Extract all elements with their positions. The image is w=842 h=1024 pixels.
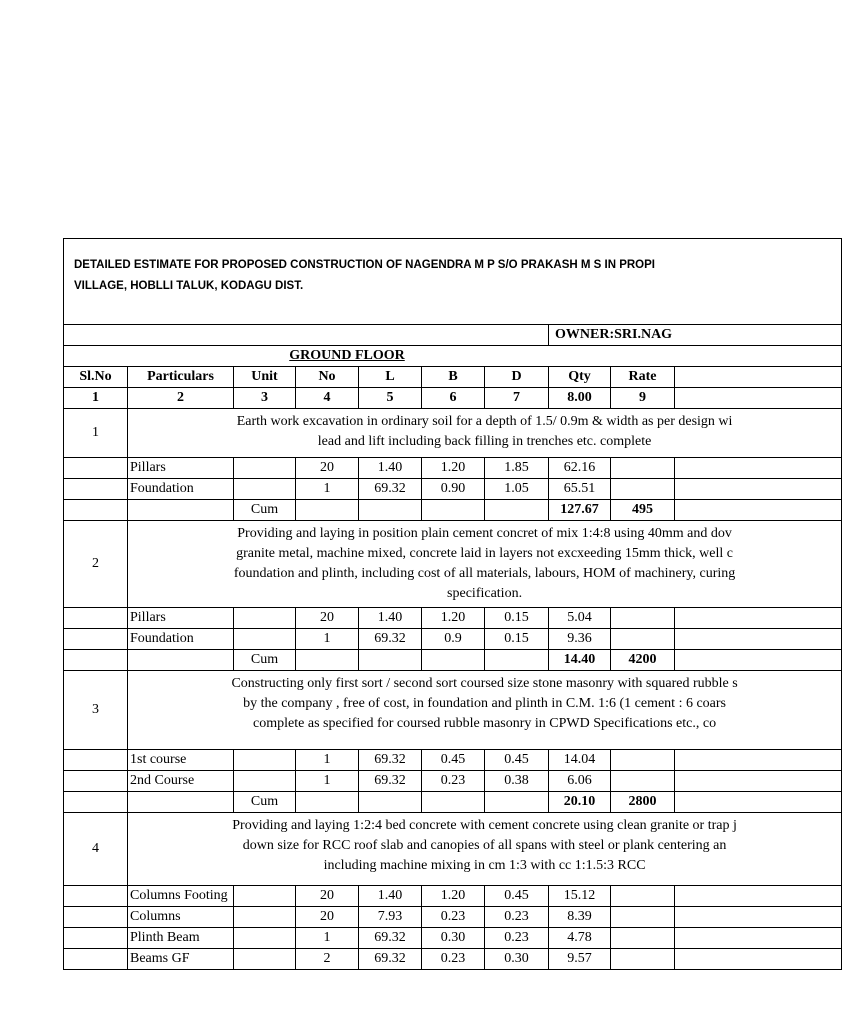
no-cell: 1 (296, 771, 359, 792)
total-blank-cell (422, 792, 485, 813)
row-serial-cell (64, 750, 128, 771)
column-header: L (359, 367, 422, 388)
unit-cell (234, 771, 296, 792)
item-description (128, 671, 842, 750)
column-header: Sl.No (64, 367, 128, 388)
owner-spacer (64, 325, 549, 346)
item-description (128, 409, 842, 458)
breadth-cell: 0.23 (422, 771, 485, 792)
total-particulars-cell (128, 650, 234, 671)
depth-cell: 0.23 (485, 907, 549, 928)
item-serial-number: 1 (64, 409, 128, 458)
column-header: Rate (611, 367, 675, 388)
item-total-row (64, 500, 842, 521)
column-header: Particulars (128, 367, 234, 388)
length-cell: 69.32 (359, 949, 422, 970)
item-serial-number: 3 (64, 671, 128, 750)
qty-cell: 6.06 (549, 771, 611, 792)
total-amount-cell (675, 650, 842, 671)
no-cell: 1 (296, 750, 359, 771)
column-header: Unit (234, 367, 296, 388)
row-serial-cell (64, 629, 128, 650)
particulars-cell: Columns Footing (128, 886, 234, 907)
length-cell: 1.40 (359, 886, 422, 907)
total-particulars-cell (128, 792, 234, 813)
no-cell: 20 (296, 886, 359, 907)
measurement-row (64, 629, 842, 650)
total-rate-cell: 2800 (611, 792, 675, 813)
rate-cell (611, 907, 675, 928)
description-line: Earth work excavation in ordinary soil for a depth of 1.5/ 0.9m & width as per design wi (236, 414, 733, 429)
total-blank-cell (422, 500, 485, 521)
estimate-title (64, 239, 842, 325)
floor-heading-cell (64, 346, 842, 367)
breadth-cell: 1.20 (422, 608, 485, 629)
measurement-row (64, 886, 842, 907)
column-header: D (485, 367, 549, 388)
item-description (128, 521, 842, 608)
total-rate-cell: 495 (611, 500, 675, 521)
measurement-row (64, 771, 842, 792)
total-unit-cell: Cum (234, 792, 296, 813)
column-number: 6 (422, 388, 485, 409)
description-line: Providing and laying 1:2:4 bed concrete with cement concrete using clean granite or trap j (232, 818, 737, 833)
column-number: 3 (234, 388, 296, 409)
particulars-cell: Beams GF (128, 949, 234, 970)
total-blank-cell (359, 650, 422, 671)
rate-cell (611, 928, 675, 949)
rate-cell (611, 771, 675, 792)
qty-cell: 9.36 (549, 629, 611, 650)
unit-cell (234, 608, 296, 629)
column-number: 7 (485, 388, 549, 409)
total-blank-cell (485, 792, 549, 813)
depth-cell: 0.15 (485, 629, 549, 650)
item-description-row (64, 671, 842, 750)
total-blank-cell (296, 650, 359, 671)
unit-cell (234, 629, 296, 650)
breadth-cell: 0.9 (422, 629, 485, 650)
row-serial-cell (64, 479, 128, 500)
title-line-1: DETAILED ESTIMATE FOR PROPOSED CONSTRUCTION OF NAGENDRA M P S/O PRAKASH M S IN PROPI (74, 259, 655, 271)
no-cell: 1 (296, 629, 359, 650)
column-header-row (64, 367, 842, 388)
rate-cell (611, 479, 675, 500)
qty-cell: 14.04 (549, 750, 611, 771)
length-cell: 69.32 (359, 479, 422, 500)
measurement-row (64, 608, 842, 629)
total-blank-cell (359, 500, 422, 521)
amount-cell (675, 949, 842, 970)
breadth-cell: 1.20 (422, 886, 485, 907)
measurement-row (64, 750, 842, 771)
item-description-row (64, 521, 842, 608)
column-spacer (675, 367, 842, 388)
no-cell: 1 (296, 479, 359, 500)
qty-cell: 65.51 (549, 479, 611, 500)
item-serial-number: 4 (64, 813, 128, 886)
description-line: down size for RCC roof slab and canopies of all spans with steel or plank centering an (242, 838, 727, 853)
total-blank-cell (485, 500, 549, 521)
qty-cell: 62.16 (549, 458, 611, 479)
description-line: lead and lift including back filling in trenches etc. complete (317, 434, 652, 449)
amount-cell (675, 458, 842, 479)
amount-cell (675, 928, 842, 949)
total-blank-cell (296, 500, 359, 521)
column-number: 1 (64, 388, 128, 409)
item-description-row (64, 409, 842, 458)
rate-cell (611, 458, 675, 479)
amount-cell (675, 608, 842, 629)
measurement-row (64, 907, 842, 928)
unit-cell (234, 750, 296, 771)
description-line: Constructing only first sort / second sort coursed size stone masonry with squared rubble s (231, 676, 738, 691)
depth-cell: 0.45 (485, 886, 549, 907)
particulars-cell: Pillars (128, 458, 234, 479)
total-serial-cell (64, 500, 128, 521)
total-qty-cell: 20.10 (549, 792, 611, 813)
qty-cell: 9.57 (549, 949, 611, 970)
particulars-cell: Foundation (128, 629, 234, 650)
depth-cell: 0.45 (485, 750, 549, 771)
total-particulars-cell (128, 500, 234, 521)
qty-cell: 15.12 (549, 886, 611, 907)
qty-cell: 4.78 (549, 928, 611, 949)
total-blank-cell (422, 650, 485, 671)
particulars-cell: Columns (128, 907, 234, 928)
row-serial-cell (64, 771, 128, 792)
unit-cell (234, 928, 296, 949)
depth-cell: 0.30 (485, 949, 549, 970)
measurement-row (64, 928, 842, 949)
item-description (128, 813, 842, 886)
owner-label: OWNER:SRI.NAG (549, 325, 842, 346)
row-serial-cell (64, 928, 128, 949)
row-serial-cell (64, 949, 128, 970)
row-serial-cell (64, 886, 128, 907)
total-qty-cell: 14.40 (549, 650, 611, 671)
rate-cell (611, 886, 675, 907)
column-header: No (296, 367, 359, 388)
description-line: granite metal, machine mixed, concrete laid in layers not excxeeding 15mm thick, well c (236, 546, 733, 561)
particulars-cell: 1st course (128, 750, 234, 771)
total-unit-cell: Cum (234, 500, 296, 521)
depth-cell: 0.38 (485, 771, 549, 792)
item-description-row (64, 813, 842, 886)
no-cell: 20 (296, 608, 359, 629)
unit-cell (234, 907, 296, 928)
total-rate-cell: 4200 (611, 650, 675, 671)
column-number: 2 (128, 388, 234, 409)
length-cell: 1.40 (359, 608, 422, 629)
title-line-2: VILLAGE, HOBLLI TALUK, KODAGU DIST. (74, 280, 304, 292)
unit-cell (234, 949, 296, 970)
rate-cell (611, 750, 675, 771)
particulars-cell: 2nd Course (128, 771, 234, 792)
depth-cell: 0.23 (485, 928, 549, 949)
total-blank-cell (359, 792, 422, 813)
unit-cell (234, 479, 296, 500)
rate-cell (611, 608, 675, 629)
description-line: Providing and laying in position plain cement concret of mix 1:4:8 using 40mm and dov (237, 526, 732, 541)
description-line: specification. (447, 586, 523, 601)
item-serial-number: 2 (64, 521, 128, 608)
depth-cell: 1.05 (485, 479, 549, 500)
total-blank-cell (485, 650, 549, 671)
floor-heading: GROUND FLOOR (289, 348, 405, 363)
item-total-row (64, 650, 842, 671)
amount-cell (675, 750, 842, 771)
particulars-cell: Foundation (128, 479, 234, 500)
qty-cell: 5.04 (549, 608, 611, 629)
description-line: by the company , free of cost, in foundation and plinth in C.M. 1:6 (1 cement : 6 coars (243, 696, 726, 711)
depth-cell: 0.15 (485, 608, 549, 629)
no-cell: 2 (296, 949, 359, 970)
unit-cell (234, 458, 296, 479)
no-cell: 1 (296, 928, 359, 949)
particulars-cell: Plinth Beam (128, 928, 234, 949)
measurement-row (64, 479, 842, 500)
length-cell: 7.93 (359, 907, 422, 928)
breadth-cell: 0.90 (422, 479, 485, 500)
estimate-sheet (63, 238, 768, 966)
breadth-cell: 0.30 (422, 928, 485, 949)
total-blank-cell (296, 792, 359, 813)
total-amount-cell (675, 792, 842, 813)
amount-cell (675, 886, 842, 907)
description-line: including machine mixing in cm 1:3 with cc 1:1.5:3 RCC (323, 858, 646, 873)
measurement-row (64, 949, 842, 970)
length-cell: 69.32 (359, 750, 422, 771)
particulars-cell: Pillars (128, 608, 234, 629)
description-line: complete as specified for coursed rubble masonry in CPWD Specifications etc., co (253, 716, 717, 731)
breadth-cell: 0.45 (422, 750, 485, 771)
length-cell: 69.32 (359, 928, 422, 949)
amount-cell (675, 907, 842, 928)
description-line: foundation and plinth, including cost of all materials, labours, HOM of machinery, curing (233, 566, 736, 581)
rate-cell (611, 949, 675, 970)
row-serial-cell (64, 907, 128, 928)
breadth-cell: 1.20 (422, 458, 485, 479)
column-header: B (422, 367, 485, 388)
column-spacer (675, 388, 842, 409)
unit-cell (234, 886, 296, 907)
measurement-row (64, 458, 842, 479)
item-total-row (64, 792, 842, 813)
column-number: 8.00 (549, 388, 611, 409)
total-serial-cell (64, 792, 128, 813)
column-number: 4 (296, 388, 359, 409)
depth-cell: 1.85 (485, 458, 549, 479)
amount-cell (675, 771, 842, 792)
total-amount-cell (675, 500, 842, 521)
total-unit-cell: Cum (234, 650, 296, 671)
column-number: 9 (611, 388, 675, 409)
total-qty-cell: 127.67 (549, 500, 611, 521)
amount-cell (675, 479, 842, 500)
length-cell: 69.32 (359, 771, 422, 792)
column-number-row (64, 388, 842, 409)
row-serial-cell (64, 608, 128, 629)
breadth-cell: 0.23 (422, 907, 485, 928)
column-number: 5 (359, 388, 422, 409)
rate-cell (611, 629, 675, 650)
length-cell: 69.32 (359, 629, 422, 650)
amount-cell (675, 629, 842, 650)
column-header: Qty (549, 367, 611, 388)
no-cell: 20 (296, 458, 359, 479)
breadth-cell: 0.23 (422, 949, 485, 970)
row-serial-cell (64, 458, 128, 479)
qty-cell: 8.39 (549, 907, 611, 928)
total-serial-cell (64, 650, 128, 671)
estimate-table (63, 238, 842, 970)
no-cell: 20 (296, 907, 359, 928)
length-cell: 1.40 (359, 458, 422, 479)
